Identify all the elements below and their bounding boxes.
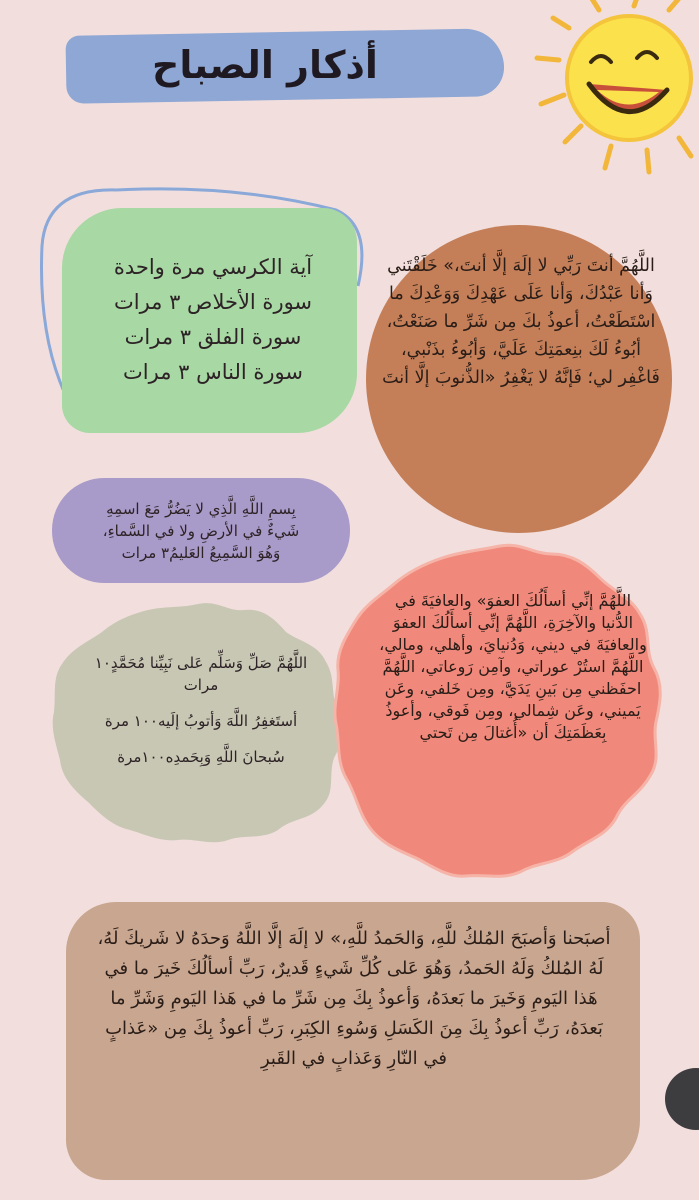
purple-line-1: بِسمِ اللَّهِ الَّذِي لا يَضُرُّ مَعَ اسمِهِ xyxy=(106,500,296,518)
red-blob-text: اللَّهُمَّ إنِّي أسأَلُكَ العفوَ» والعافيَةَ في الدُّنيا والآخِرَةِ، اللَّهُمَّ إنِّي أسأَلُكَ العفوَ والعافيَةَ في ديني، وَدُنيايَ، وأهلي، ومالي، اللَّهُمَّ استُرْ عوراتي، وآمِن رَوعاتي، اللَّهُمَّ احفَظني مِن بَينِ يَدَيَّ، ومِن خَلفي، وعَن يَميني، وعَن شِمالي، ومِن فَوقي، وأعوذُ بِعَظَمَتِكَ أن «أُغتالَ مِن تَحتي xyxy=(379,591,647,742)
gray-item-3: سُبحانَ اللَّهِ وَبِحَمدِه١٠٠مرة xyxy=(117,748,285,766)
smiling-sun-icon xyxy=(469,0,699,180)
green-line-1: آية الكرسي مرة واحدة xyxy=(113,255,313,279)
green-line-4: سورة الناس ٣ مرات xyxy=(123,360,303,384)
tan-card-text: أصبَحنا وَأصبَحَ المُلكُ للَّهِ، وَالحَمدُ للَّهِ،» لا إلَهَ إلَّا اللَّهُ وَحدَهُ لا شَريكَ لَهُ، لَهُ المُلكُ وَلَهُ الحَمدُ، وَهُوَ عَلى كُلِّ شَيءٍ قَديرٌ، رَبِّ أسألُكَ خَيرَ ما في هَذا اليَومِ وَخَيرَ ما بَعدَهُ، وَأعوذُ بِكَ مِن شَرِّ ما في هَذا اليَومِ وَشَرِّ ما بَعدَهُ، رَبِّ أعوذُ بِكَ مِنَ الكَسَلِ وَسُوءِ الكِبَرِ، رَبِّ أعوذُ بِكَ مِن «عَذابٍ في النّارِ وَعَذابٍ في القَبرِ xyxy=(97,928,611,1069)
gray-item-2: أستَغفِرُ اللَّهَ وَأتوبُ إلَيه١٠٠ مرة xyxy=(104,712,298,730)
scroll-button[interactable] xyxy=(665,1068,699,1130)
purple-line-3: وَهُوَ السَّمِيعُ العَليمُ٣ مرات xyxy=(121,544,281,562)
gray-blob-text xyxy=(86,652,316,792)
purple-line-2: شَيءٌ في الأرضِ ولا في السَّماءِ، xyxy=(102,522,300,540)
purple-pill-text xyxy=(70,490,332,572)
green-line-2: سورة الأخلاص ٣ مرات xyxy=(113,290,313,314)
gray-item-1: اللَّهُمَّ صَلِّ وَسَلِّم عَلى نَبِيِّنا مُحَمَّدٍ١٠ مرات xyxy=(94,654,308,694)
brown-circle-text: اللَّهُمَّ أنتَ رَبِّي لا إلَهَ إلَّا أنتَ،» خَلَقْتَني وَأنا عَبْدُكَ، وَأنا عَلَى عَهْدِكَ وَوَعْدِكَ ما اسْتَطَعْتُ، أعوذُ بكَ مِن شَرِّ ما صَنَعْتُ، أبُوءُ لَكَ بنِعمَتِكَ عَلَيَّ، وَأبُوءُ بذَنْبي، فَاغْفِر لي؛ فَإنَّهُ لا يَغْفِرُ «الذُّنوبَ إلَّا أنتَ xyxy=(382,256,660,388)
green-line-3: سورة الفلق ٣ مرات xyxy=(124,325,302,349)
green-card-text xyxy=(88,235,338,405)
page-title: أذكار الصباح xyxy=(152,43,378,87)
